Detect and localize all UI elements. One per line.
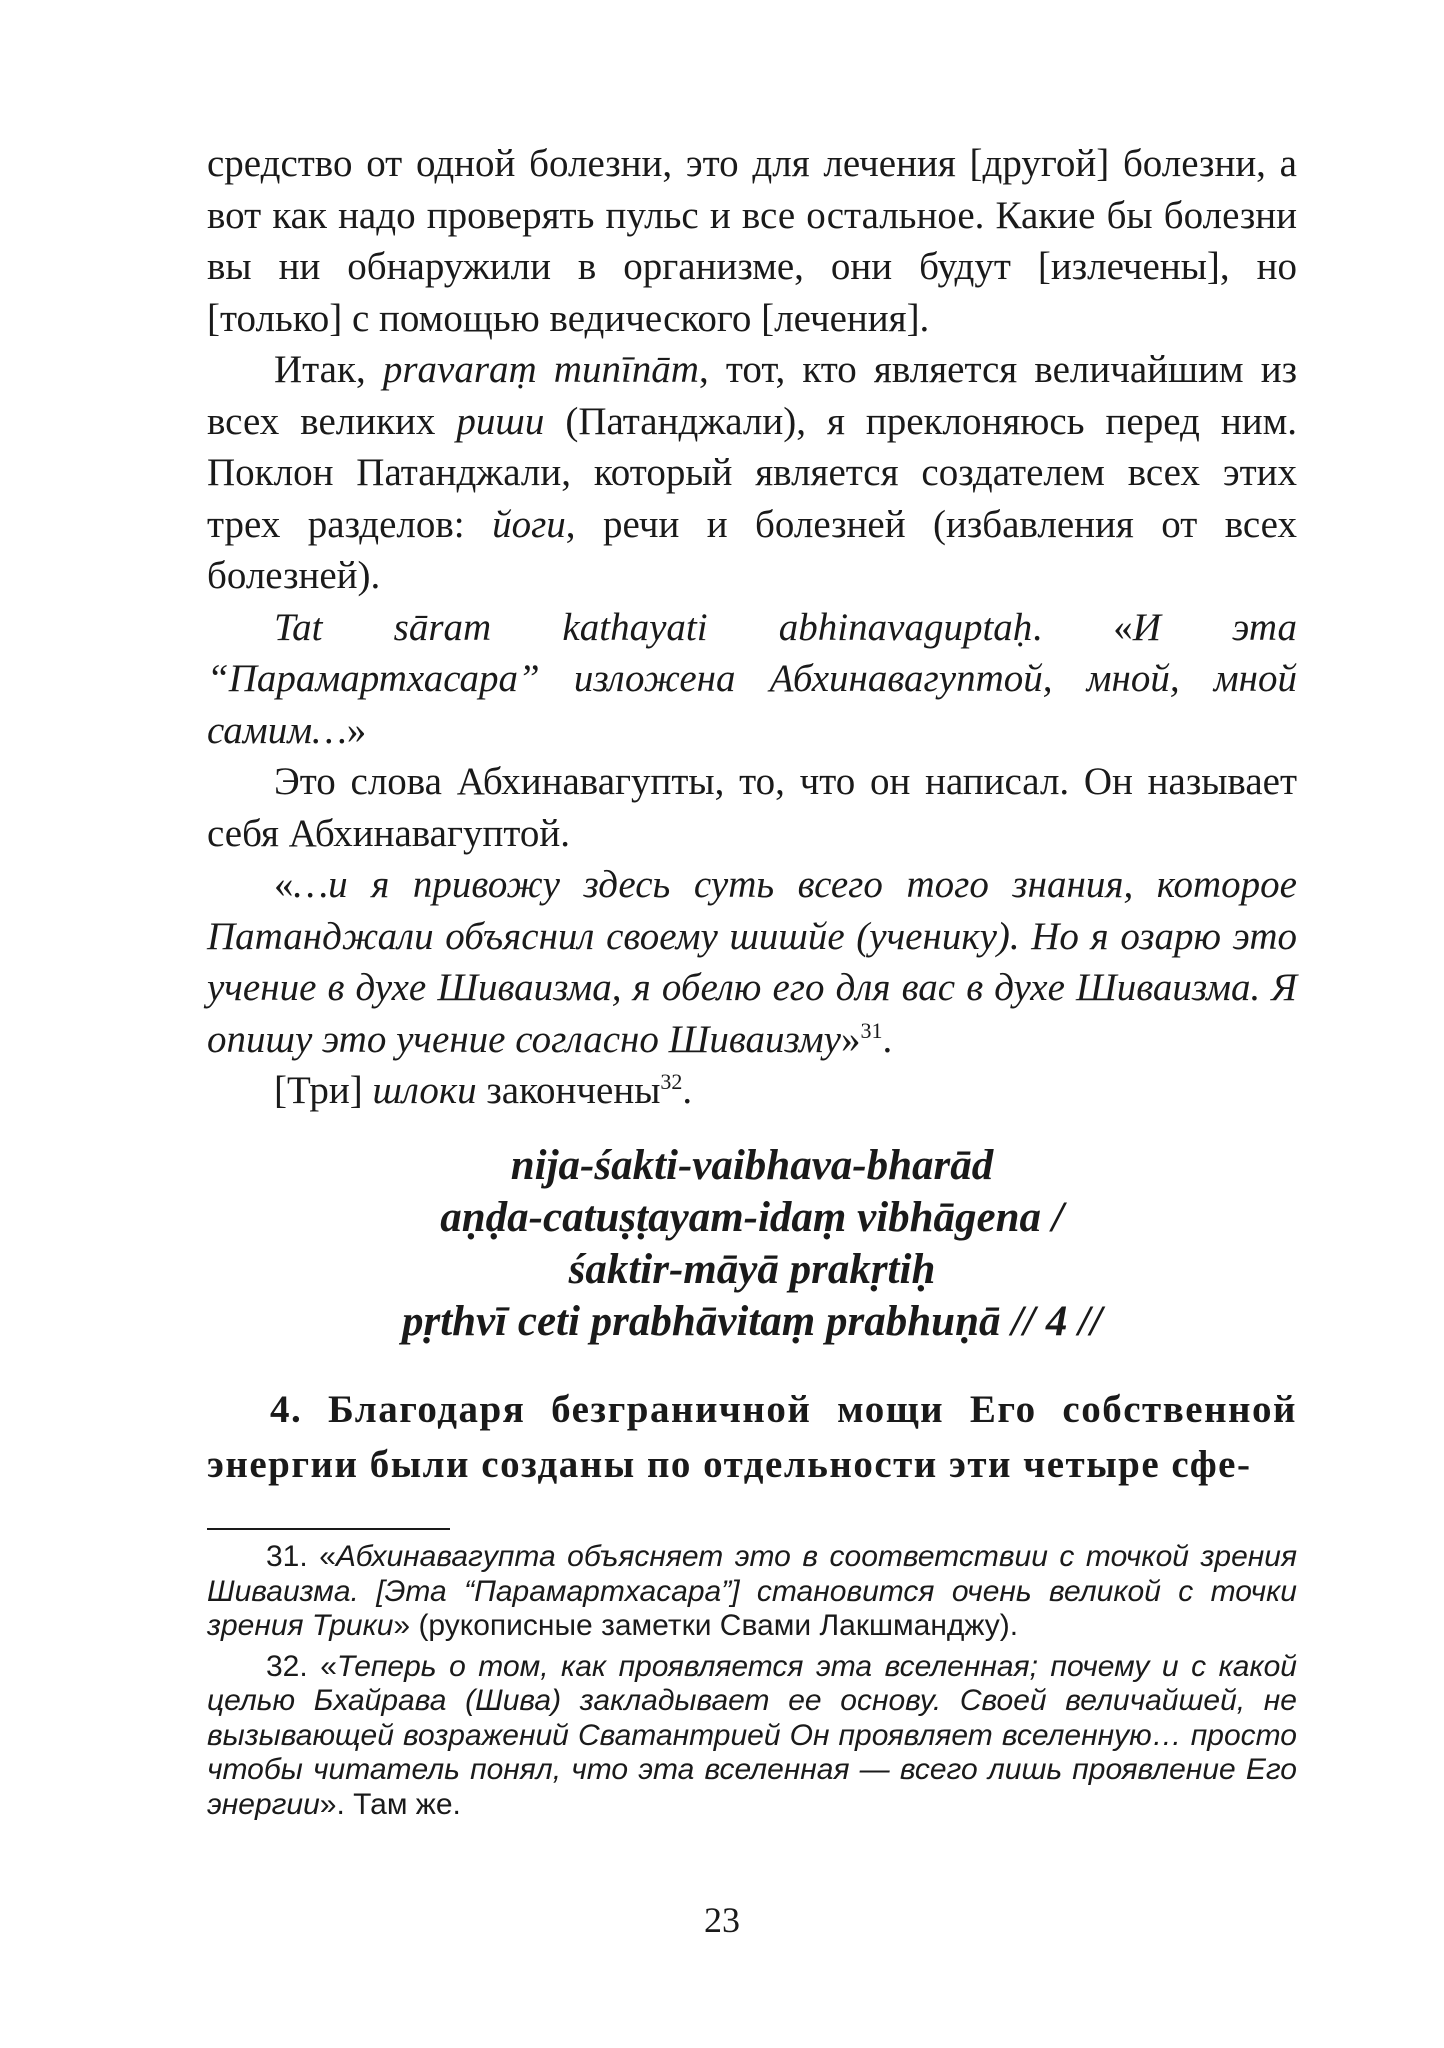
term-shloki: шлоки <box>372 1069 477 1112</box>
term-yoga: йоги <box>492 502 566 546</box>
footnote-number: 32. <box>266 1649 321 1683</box>
sanskrit-verse <box>207 1140 1297 1348</box>
text-span: « <box>274 863 294 906</box>
text-span: [Три] <box>274 1069 373 1112</box>
footnote-ref-31[interactable]: 31 <box>860 1017 883 1043</box>
paragraph-4: Это слова Абхинавагупты, то, что он написал. Он называет себя Абхинавагуптой. <box>207 760 1297 855</box>
verse-line-3: śaktir-māyā prakṛtiḥ <box>568 1246 936 1293</box>
footnote-32 <box>207 1650 1297 1823</box>
paragraph-2 <box>207 344 1297 602</box>
body-text <box>207 138 1297 1117</box>
quote-text: …и я привожу здесь суть всего того знания, которое Патанджали объяснил своему шишйе (ученику). Но я озарю это учение в духе Шиваизма, я обелю его для вас в духе Шиваизма. Я опишу это учение согласно Шиваизму <box>207 863 1297 1061</box>
verse-line-2: aṇḍa-catuṣṭayam-idaṃ vibhāgena / <box>440 1194 1064 1241</box>
footnote-quote: Абхинавагупта объясняет это в соответствии с точкой зрения Шиваизма. [Эта “Парамартхасара”] становится очень великой с точки зрения Трики <box>207 1540 1298 1642</box>
quote-text: И эта “Парамартхасара” изложена Абхинавагуптой, мной, мной самим… <box>207 605 1297 752</box>
verse-line-4: pṛthvī ceti prabhāvitaṃ prabhuṇā // 4 // <box>401 1298 1103 1345</box>
paragraph-6 <box>207 1065 1297 1117</box>
text-span: » <box>393 1609 411 1642</box>
text-span: « <box>320 1649 337 1683</box>
text-span: » <box>840 1017 861 1061</box>
paragraph-5 <box>207 859 1297 1065</box>
text-span: (Патанджали), я преклоняюсь перед ним. Поклон Патанджали, который является создателем всех этих трех разделов: <box>207 399 1297 546</box>
footnote-ref-32[interactable]: 32 <box>660 1069 683 1094</box>
footnote-31 <box>207 1540 1297 1644</box>
text-span: (рукописные заметки Свами Лакшманджу). <box>410 1609 1019 1642</box>
text-span: . « <box>1032 605 1133 649</box>
footnote-quote: Теперь о том, как проявляется эта вселенная; почему и с какой целью Бхайрава (Шива) закладывает ее основу. Своей величайшей, не вызывающей возражений Сватантрией Он проявляет вселенную… просто чтобы читатель понял, что эта вселенная — всего лишь проявление Его энергии <box>207 1649 1297 1821</box>
verse-translation: 4. Благодаря безграничной мощи Его собственной энергии были созданы по отдельности эти четыре сфе- <box>207 1388 1297 1486</box>
sanskrit-phrase: Tat sāram kathayati abhinavaguptaḥ <box>274 605 1033 649</box>
text-span: » <box>346 708 367 752</box>
text-span: Итак, <box>274 348 383 391</box>
text-span: » <box>319 1787 337 1821</box>
paragraph-1: средство от одной болезни, это для лечения [другой] болезни, а вот как надо проверять пульс и все остальное. Какие бы болезни вы ни обнаружили в организме, они будут [излечены], но [только] с помощью ведического [лечения]. <box>207 142 1297 340</box>
sanskrit-phrase: pravaraṃ munīnām <box>382 348 699 391</box>
footnote-number: 31. <box>266 1540 320 1573</box>
text-span: . <box>882 1017 893 1061</box>
footnotes <box>207 1540 1297 1822</box>
text-span: , речи и болезней (избавления от всех болезней). <box>207 502 1297 597</box>
paragraph-3 <box>207 602 1297 757</box>
text-span: , тот, кто является величайшим из всех великих <box>207 348 1297 443</box>
footnote-divider <box>207 1528 450 1530</box>
verse-line-1: nija-śakti-vaibhava-bharād <box>510 1142 994 1189</box>
text-span: . <box>682 1069 693 1112</box>
term-rishi: риши <box>456 399 545 443</box>
text-span: « <box>319 1540 336 1573</box>
page-number: 23 <box>704 1900 740 1940</box>
text-span: . Там же. <box>336 1787 461 1821</box>
text-span: закончены <box>476 1069 661 1112</box>
